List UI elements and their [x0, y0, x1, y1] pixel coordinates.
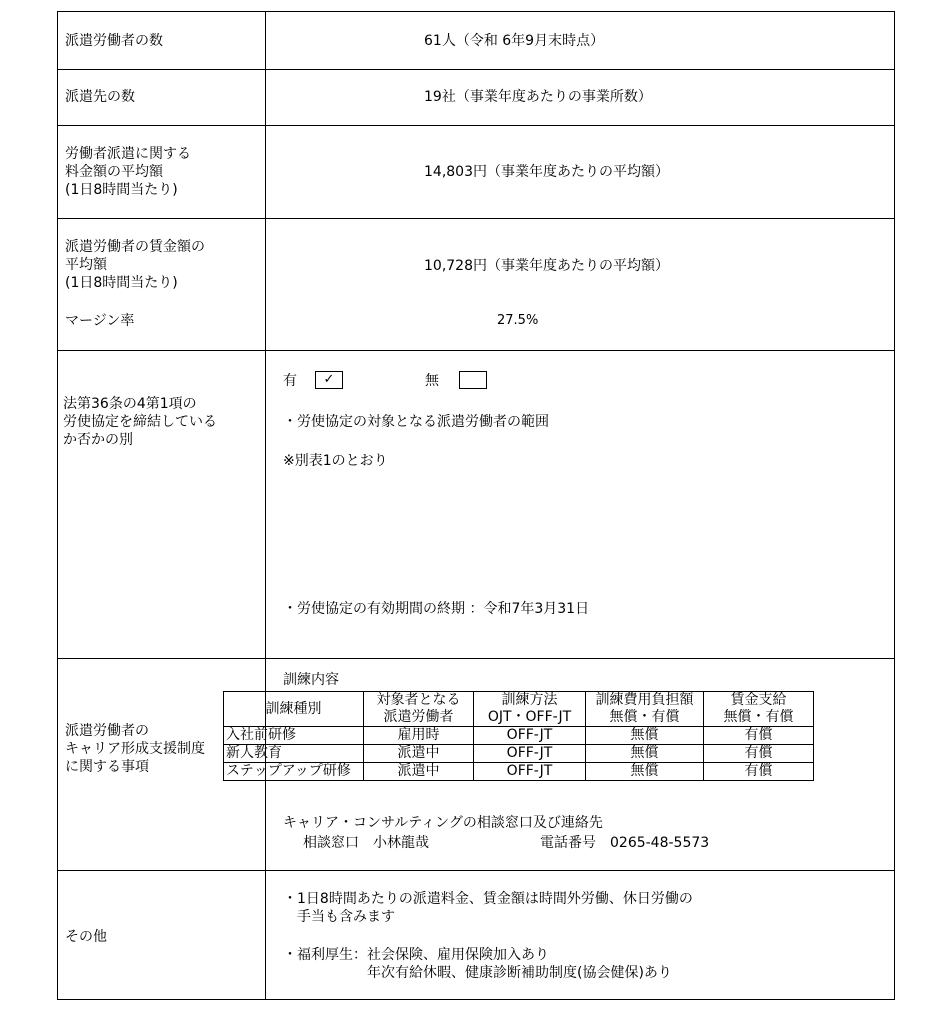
header-line: 無償・有償	[723, 709, 794, 725]
header-line: 対象者となる	[376, 692, 461, 708]
label-line: キャリア形成支援制度	[65, 741, 205, 757]
header-line: 訓練方法	[501, 692, 558, 708]
table-cell: 新人教育	[224, 745, 364, 763]
agreement-period: ・労使協定の有効期間の終期 ：令和7年3月31日	[283, 601, 590, 617]
header-line: 訓練費用負担額	[595, 692, 694, 708]
table-cell: 入社前研修	[224, 727, 364, 745]
value-cell	[266, 219, 894, 350]
table-cell: 雇用時	[364, 727, 474, 745]
header-line: 無償・有償	[609, 709, 680, 725]
agreement-yes-label: 有	[283, 373, 297, 389]
training-table	[223, 691, 814, 781]
table-cell: 無償	[586, 763, 704, 781]
career-support-label	[65, 722, 205, 776]
header-line: 賃金支給	[730, 692, 787, 708]
label-line: 労働者派遣に関する	[65, 146, 191, 162]
label-line: 平均額	[65, 257, 107, 273]
average-wage-label	[65, 238, 205, 292]
client-count-label: 派遣先の数	[65, 89, 135, 105]
consult-phone: 電話番号 0265-48-5573	[540, 835, 710, 851]
agreement-yes-checkbox[interactable]: ✓	[315, 371, 343, 389]
table-cell: OFF-JT	[474, 745, 586, 763]
labor-agreement-label	[63, 395, 217, 449]
agreement-scope: ・労使協定の対象となる派遣労働者の範囲	[283, 414, 549, 430]
worker-count-value: 61人（令和 6年9月末時点）	[424, 33, 605, 49]
label-line: 料金額の平均額	[65, 164, 163, 180]
table-cell: 派遣中	[364, 745, 474, 763]
label-line: に関する事項	[65, 759, 149, 775]
other-note-overtime	[283, 890, 693, 926]
consult-window: 相談窓口 小林龍哉	[303, 835, 429, 851]
label-line: (1日8時間当たり)	[65, 275, 178, 291]
table-row	[224, 763, 814, 781]
table-row	[224, 727, 814, 745]
agreement-no-label: 無	[425, 373, 439, 389]
table-cell: 無償	[586, 745, 704, 763]
table-cell: ステップアップ研修	[224, 763, 364, 781]
header-cell	[224, 692, 364, 727]
header-line: 訓練種別	[265, 700, 322, 717]
header-cell	[364, 692, 474, 727]
table-cell: OFF-JT	[474, 763, 586, 781]
training-title: 訓練内容	[283, 672, 339, 688]
label-line: 派遣労働者の賃金額の	[65, 239, 205, 255]
table-cell: 有償	[704, 745, 814, 763]
average-fee-value: 14,803円（事業年度あたりの平均額）	[424, 164, 669, 180]
note-line: 年次有給休暇、健康診断補助制度(協会健保)あり	[283, 965, 672, 981]
table-cell: 有償	[704, 727, 814, 745]
consult-title: キャリア・コンサルティングの相談窓口及び連絡先	[283, 815, 603, 831]
table-cell: OFF-JT	[474, 727, 586, 745]
average-fee-label	[65, 145, 191, 199]
client-count-value: 19社（事業年度あたりの事業所数）	[424, 89, 652, 105]
header-cell	[474, 692, 586, 727]
label-line: (1日8時間当たり)	[65, 182, 178, 198]
header-line: OJT・OFF-JT	[487, 709, 572, 725]
note-line: ・福利厚生：社会保険、雇用保険加入あり	[283, 947, 549, 963]
header-cell	[586, 692, 704, 727]
label-line: 法第36条の4第1項の	[63, 396, 197, 412]
other-note-welfare	[283, 946, 672, 982]
table-cell: 無償	[586, 727, 704, 745]
note-line: ・1日8時間あたりの派遣料金、賃金額は時間外労働、休日労働の	[283, 891, 693, 907]
average-wage-value: 10,728円（事業年度あたりの平均額）	[424, 258, 669, 274]
table-cell: 派遣中	[364, 763, 474, 781]
note-line: 手当も含みます	[283, 909, 395, 925]
worker-count-label: 派遣労働者の数	[65, 33, 163, 49]
header-line: 派遣労働者	[383, 709, 454, 725]
table-row	[224, 745, 814, 763]
table-cell: 有償	[704, 763, 814, 781]
agreement-no-checkbox[interactable]	[459, 371, 487, 389]
label-line: か否かの別	[63, 432, 133, 448]
training-table-header	[224, 692, 814, 727]
label-line: 労使協定を締結している	[63, 414, 217, 430]
margin-rate-label: マージン率	[65, 313, 135, 329]
agreement-note: ※別表1のとおり	[283, 453, 388, 469]
header-cell	[704, 692, 814, 727]
margin-rate-value: 27.5%	[497, 313, 539, 328]
other-label: その他	[65, 929, 107, 945]
label-line: 派遣労働者の	[65, 723, 149, 739]
